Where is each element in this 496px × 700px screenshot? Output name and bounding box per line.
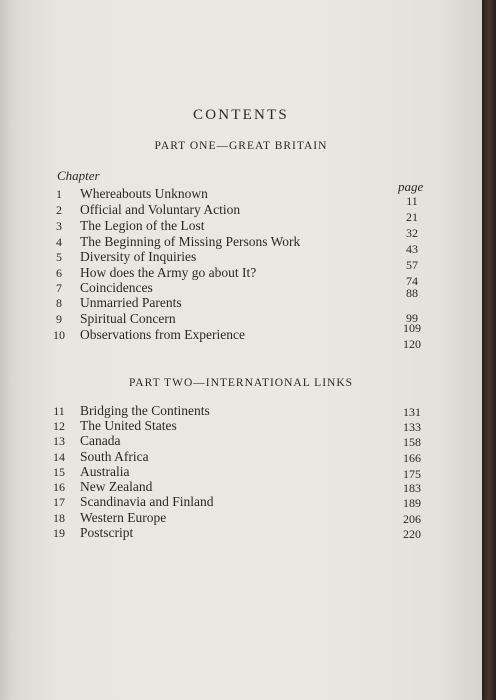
chapter-title: Western Europe <box>80 510 167 525</box>
chapter-number: 13 <box>53 434 65 448</box>
toc-row <box>0 186 482 208</box>
chapter-title: Canada <box>80 433 121 448</box>
chapter-title: South Africa <box>80 449 149 464</box>
chapter-number: 4 <box>56 235 62 249</box>
chapter-page: 133 <box>403 420 421 434</box>
chapter-number: 9 <box>56 312 62 326</box>
chapter-page: 189 <box>403 496 421 510</box>
chapter-title: Postscript <box>80 525 134 540</box>
chapter-title: Diversity of Inquiries <box>80 249 197 264</box>
toc-row <box>0 218 482 240</box>
chapter-page: 32 <box>406 226 418 240</box>
chapter-title: Australia <box>80 464 130 479</box>
toc-row <box>0 418 482 434</box>
chapter-page: 57 <box>406 258 418 272</box>
chapter-title: Unmarried Parents <box>80 295 182 310</box>
chapter-page: 88 <box>406 286 418 300</box>
chapter-number: 2 <box>56 203 62 217</box>
chapter-number: 10 <box>53 328 65 342</box>
chapter-number: 12 <box>53 419 65 433</box>
chapter-number: 6 <box>56 266 62 280</box>
chapter-number: 1 <box>56 187 62 201</box>
chapter-title: The Beginning of Missing Persons Work <box>80 234 301 249</box>
chapter-number: 15 <box>53 465 65 479</box>
chapter-number: 8 <box>56 296 62 310</box>
chapter-column-label: Chapter <box>57 168 100 183</box>
toc-row <box>0 280 482 300</box>
chapter-number: 14 <box>53 450 65 464</box>
chapter-number: 7 <box>56 281 62 295</box>
chapter-number: 17 <box>53 495 65 509</box>
toc-row <box>0 479 482 495</box>
chapter-number: 19 <box>53 526 65 540</box>
toc-row <box>0 403 482 419</box>
chapter-page: 21 <box>406 210 418 224</box>
chapter-title: The Legion of the Lost <box>80 218 205 233</box>
chapter-title: Spiritual Concern <box>80 311 176 326</box>
chapter-title: How does the Army go about It? <box>80 265 257 280</box>
chapter-page: 183 <box>403 481 421 495</box>
chapter-number: 16 <box>53 480 65 494</box>
chapter-page: 109 <box>403 321 421 335</box>
chapter-number: 18 <box>53 511 65 525</box>
toc-row <box>0 433 482 449</box>
chapter-number: 3 <box>56 219 62 233</box>
toc-row <box>0 234 482 256</box>
chapter-page: 43 <box>406 242 418 256</box>
chapter-page: 99 <box>406 311 418 325</box>
adjacent-page-edge <box>482 0 496 700</box>
chapter-page: 206 <box>403 512 421 526</box>
chapter-page: 158 <box>403 435 421 449</box>
toc-row <box>0 449 482 465</box>
part-two-heading: PART TWO—INTERNATIONAL LINKS <box>128 377 354 389</box>
chapter-title: New Zealand <box>80 479 153 494</box>
toc-row <box>0 525 482 541</box>
toc-row <box>0 202 482 224</box>
chapter-title: Observations from Experience <box>80 327 245 342</box>
chapter-page: 74 <box>406 274 418 288</box>
toc-row <box>0 464 482 480</box>
toc-row <box>0 249 482 272</box>
chapter-page: 131 <box>403 405 421 419</box>
chapter-title: Bridging the Continents <box>80 403 210 418</box>
page-column-label: page <box>398 179 424 194</box>
chapter-number: 5 <box>56 250 62 264</box>
part-one-heading: PART ONE—GREAT BRITAIN <box>154 140 328 152</box>
chapter-title: Official and Voluntary Action <box>80 202 241 217</box>
toc-row <box>0 510 482 526</box>
chapter-title: Scandinavia and Finland <box>80 494 214 509</box>
chapter-title: Whereabouts Unknown <box>80 186 208 201</box>
toc-row <box>0 327 482 351</box>
chapter-page: 11 <box>406 194 418 208</box>
chapter-page: 166 <box>403 451 421 465</box>
chapter-number: 11 <box>53 404 65 418</box>
chapter-title: The United States <box>80 418 177 433</box>
chapter-page: 175 <box>403 467 421 481</box>
chapter-page: 120 <box>403 337 421 351</box>
contents-title: CONTENTS <box>193 107 289 123</box>
toc-row <box>0 494 482 510</box>
chapter-title: Coincidences <box>80 280 153 295</box>
chapter-page: 220 <box>403 527 421 541</box>
